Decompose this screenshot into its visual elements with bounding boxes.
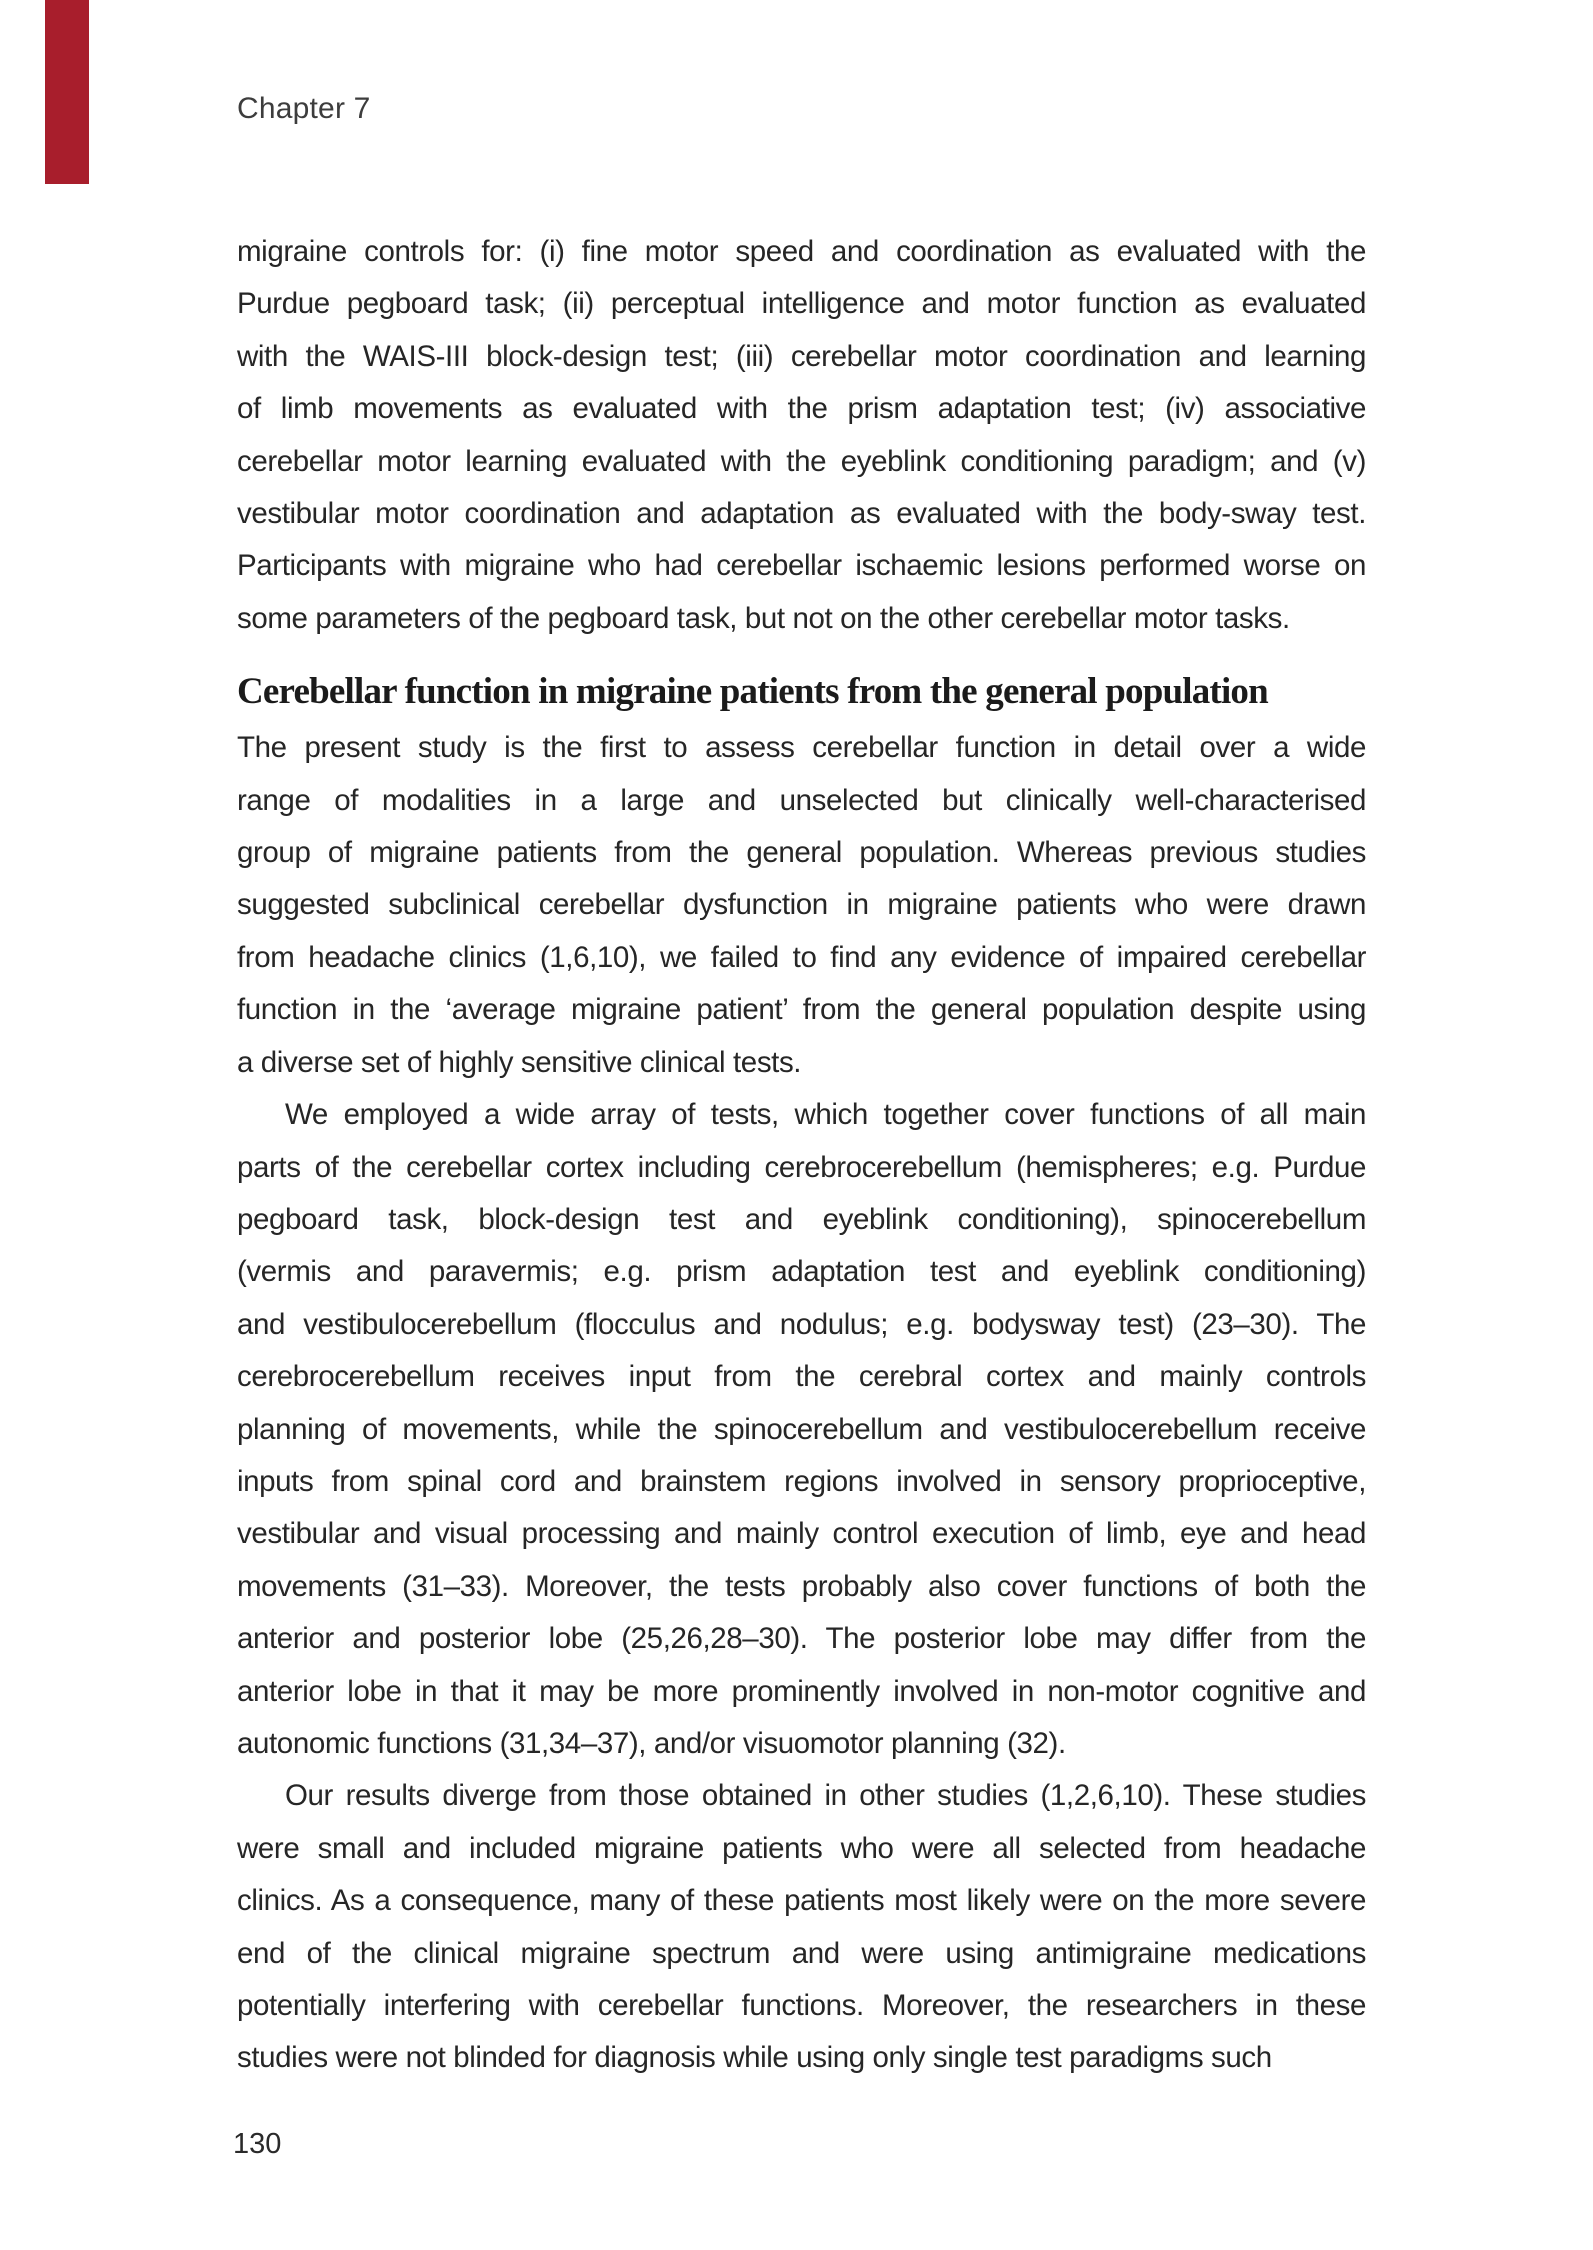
text-line: suggested subclinical cerebellar dysfunction in migraine patients who were drawn — [237, 888, 1366, 922]
chapter-label: Chapter 7 — [237, 92, 371, 125]
text-line: a diverse set of highly sensitive clinical tests. — [237, 1045, 802, 1079]
paragraph-general-population — [237, 722, 1366, 1089]
text-line: with the WAIS-III block-design test; (iii) cerebellar motor coordination and learning — [237, 339, 1366, 373]
text-line: studies were not blinded for diagnosis while using only single test paradigms such — [237, 2041, 1272, 2075]
text-line: cerebellar motor learning evaluated with the eyeblink conditioning paradigm; and (v) — [237, 444, 1366, 478]
text-line: were small and included migraine patients who were all selected from headache — [237, 1831, 1366, 1865]
text-line: pegboard task, block-design test and eyeblink conditioning), spinocerebellum — [237, 1202, 1366, 1236]
text-line: potentially interfering with cerebellar functions. Moreover, the researchers in these — [237, 1989, 1366, 2022]
text-line: range of modalities in a large and unselected but clinically well-characterised — [237, 783, 1366, 817]
text-line: Our results diverge from those obtained in other studies (1,2,6,10). These studies — [285, 1779, 1366, 1813]
text-line: some parameters of the pegboard task, but not on the other cerebellar motor tasks. — [237, 601, 1290, 635]
text-line: vestibular motor coordination and adaptation as evaluated with the body-sway test. — [237, 497, 1366, 531]
text-line: and vestibulocerebellum (flocculus and nodulus; e.g. bodysway test) (23–30). The — [237, 1307, 1366, 1341]
text-line: vestibular and visual processing and mainly control execution of limb, eye and head — [237, 1517, 1366, 1551]
text-line: cerebrocerebellum receives input from the cerebral cortex and mainly controls — [237, 1360, 1366, 1394]
text-line: of limb movements as evaluated with the prism adaptation test; (iv) associative — [237, 392, 1366, 426]
page-number: 130 — [233, 2128, 282, 2160]
text-line: autonomic functions (31,34–37), and/or visuomotor planning (32). — [237, 1726, 1066, 1760]
text-line: planning of movements, while the spinocerebellum and vestibulocerebellum receive — [237, 1412, 1366, 1446]
text-line: (vermis and paravermis; e.g. prism adaptation test and eyeblink conditioning) — [237, 1255, 1366, 1289]
text-line: migraine controls for: (i) fine motor speed and coordination as evaluated with the — [237, 235, 1366, 268]
text-column — [237, 226, 1366, 2085]
text-line: function in the ‘average migraine patient’ from the general population despite using — [237, 993, 1366, 1027]
paragraph-continuation — [237, 226, 1366, 645]
text-line: Participants with migraine who had cerebellar ischaemic lesions performed worse on — [237, 549, 1366, 583]
text-line: clinics. As a consequence, many of these patients most likely were on the more severe — [237, 1884, 1366, 1918]
section-heading: Cerebellar function in migraine patients from the general population — [237, 671, 1268, 713]
paragraph-tests-array — [237, 1089, 1366, 1770]
text-line: parts of the cerebellar cortex including cerebrocerebellum (hemispheres; e.g. Purdue — [237, 1150, 1366, 1184]
text-line: inputs from spinal cord and brainstem regions involved in sensory proprioceptive, — [237, 1464, 1366, 1498]
text-line: anterior lobe in that it may be more prominently involved in non-motor cognitive and — [237, 1674, 1366, 1708]
text-line: anterior and posterior lobe (25,26,28–30). The posterior lobe may differ from the — [237, 1622, 1366, 1656]
text-line: The present study is the first to assess cerebellar function in detail over a wide — [237, 731, 1366, 765]
text-line: Purdue pegboard task; (ii) perceptual intelligence and motor function as evaluated — [237, 287, 1366, 321]
text-line: We employed a wide array of tests, which together cover functions of all main — [285, 1098, 1366, 1132]
text-line: from headache clinics (1,6,10), we failed to find any evidence of impaired cerebellar — [237, 940, 1366, 974]
text-line: group of migraine patients from the general population. Whereas previous studies — [237, 836, 1366, 870]
text-line: movements (31–33). Moreover, the tests probably also cover functions of both the — [237, 1569, 1366, 1603]
text-line: end of the clinical migraine spectrum and were using antimigraine medications — [237, 1936, 1366, 1970]
chapter-tab-marker — [45, 0, 89, 184]
paragraph-diverging-results — [237, 1770, 1366, 2084]
